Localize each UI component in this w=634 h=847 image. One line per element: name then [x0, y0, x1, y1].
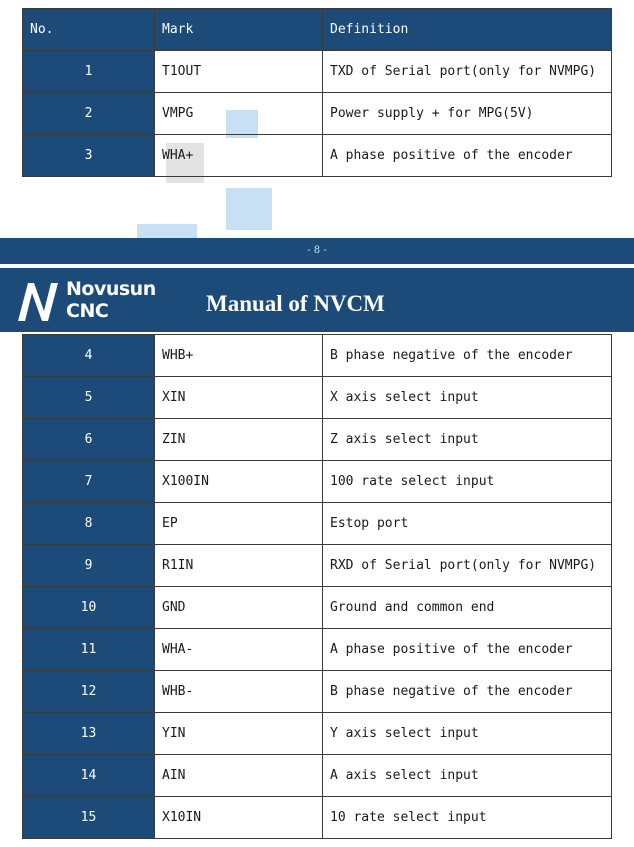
manual-title: Manual of NVCM [206, 291, 385, 316]
logo-line-2: CNC [66, 300, 109, 322]
pin-mark-cell: WHA- [155, 629, 323, 671]
pin-definition-cell: B phase negative of the encoder [323, 335, 612, 377]
column-header-mark: Mark [155, 9, 323, 51]
table-row [23, 419, 612, 461]
pin-number-cell: 2 [23, 93, 155, 135]
pin-number-cell: 9 [23, 545, 155, 587]
pin-mark-cell: YIN [155, 713, 323, 755]
pin-mark-cell: AIN [155, 755, 323, 797]
pin-definition-cell: TXD of Serial port(only for NVMPG) [323, 51, 612, 93]
pin-definition-cell: X axis select input [323, 377, 612, 419]
pin-definition-cell: 10 rate select input [323, 797, 612, 839]
table-row [23, 797, 612, 839]
pin-mark-cell: X10IN [155, 797, 323, 839]
pin-table-page-2 [22, 334, 612, 839]
pin-mark-cell: GND [155, 587, 323, 629]
pin-mark-cell: WHB+ [155, 335, 323, 377]
table-row [23, 335, 612, 377]
pin-definition-cell: Y axis select input [323, 713, 612, 755]
pin-number-cell: 14 [23, 755, 155, 797]
column-header-no: No. [23, 9, 155, 51]
table-row [23, 713, 612, 755]
pin-number-cell: 5 [23, 377, 155, 419]
pin-number-cell: 3 [23, 135, 155, 177]
table-row [23, 629, 612, 671]
table-row [23, 461, 612, 503]
pin-definition-cell: A phase positive of the encoder [323, 629, 612, 671]
pin-mark-cell: T1OUT [155, 51, 323, 93]
table-row [23, 545, 612, 587]
table-row [23, 755, 612, 797]
pin-mark-cell: R1IN [155, 545, 323, 587]
table-row [23, 587, 612, 629]
pin-number-cell: 12 [23, 671, 155, 713]
pin-number-cell: 13 [23, 713, 155, 755]
pin-number-cell: 4 [23, 335, 155, 377]
pin-number-cell: 11 [23, 629, 155, 671]
pin-mark-cell: ZIN [155, 419, 323, 461]
column-header-definition: Definition [323, 9, 612, 51]
logo-line-1: Novusun [66, 278, 156, 300]
pin-mark-cell: XIN [155, 377, 323, 419]
pin-definition-cell: Ground and common end [323, 587, 612, 629]
pin-number-cell: 7 [23, 461, 155, 503]
pin-number-cell: 8 [23, 503, 155, 545]
pin-definition-cell: Estop port [323, 503, 612, 545]
pin-number-cell: 1 [23, 51, 155, 93]
table-row [23, 51, 612, 93]
pin-definition-cell: Power supply + for MPG(5V) [323, 93, 612, 135]
pin-mark-cell: VMPG [155, 93, 323, 135]
table-row [23, 93, 612, 135]
table-row [23, 671, 612, 713]
pin-number-cell: 15 [23, 797, 155, 839]
manual-header [0, 268, 634, 332]
decor-block [226, 188, 272, 230]
pin-definition-cell: B phase negative of the encoder [323, 671, 612, 713]
pin-number-cell: 6 [23, 419, 155, 461]
pin-definition-cell: Z axis select input [323, 419, 612, 461]
pin-definition-cell: RXD of Serial port(only for NVMPG) [323, 545, 612, 587]
table-row [23, 135, 612, 177]
pin-mark-cell: WHB- [155, 671, 323, 713]
page-number: - 8 - [0, 238, 634, 264]
table-row [23, 503, 612, 545]
table-header-row [23, 9, 612, 51]
table-row [23, 377, 612, 419]
pin-table-page-1 [22, 8, 612, 177]
pin-definition-cell: A phase positive of the encoder [323, 135, 612, 177]
pin-number-cell: 10 [23, 587, 155, 629]
novusun-logo-icon [14, 277, 62, 325]
pin-mark-cell: EP [155, 503, 323, 545]
pin-mark-cell: WHA+ [155, 135, 323, 177]
decor-block [137, 224, 197, 238]
pin-definition-cell: 100 rate select input [323, 461, 612, 503]
logo-text [66, 278, 156, 322]
pin-mark-cell: X100IN [155, 461, 323, 503]
pin-definition-cell: A axis select input [323, 755, 612, 797]
